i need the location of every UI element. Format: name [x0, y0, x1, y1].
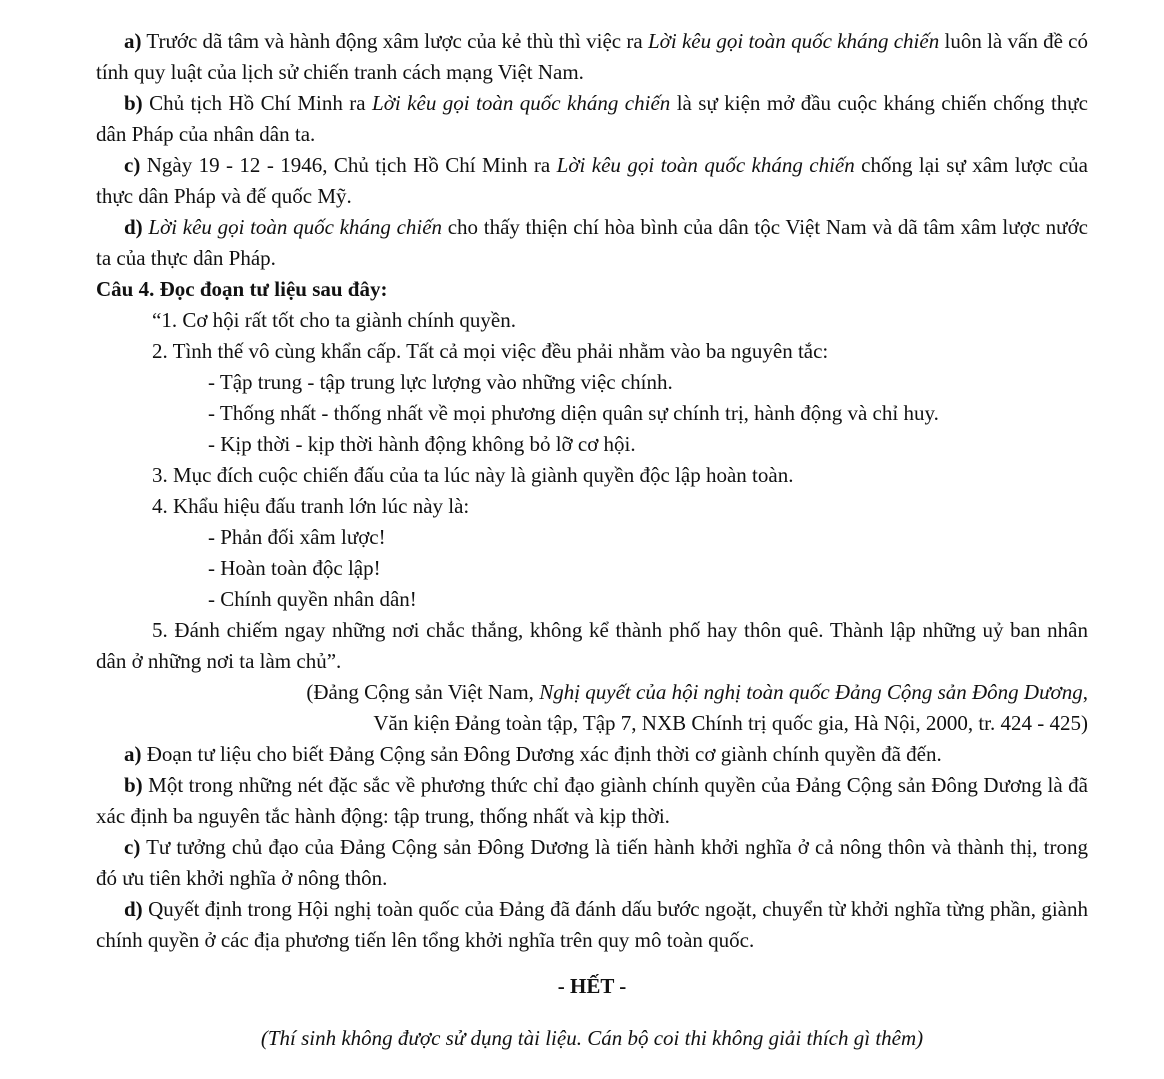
option-label: b) [124, 91, 143, 115]
option-text: là sự kiện mở đầu cuộc kháng chiến chống thực dân Pháp của nhân dân ta. [96, 91, 1088, 146]
quote-line: “1. Cơ hội rất tốt cho ta giành chính quyền. [152, 308, 516, 332]
option-label: c) [124, 153, 141, 177]
option-text: Trước dã tâm và hành động xâm lược của kẻ thù thì việc ra [141, 29, 648, 53]
source-citation [96, 677, 1088, 708]
option-text: Ngày 19 - 12 - 1946, Chủ tịch Hồ Chí Minh ra [140, 153, 557, 177]
option-text: Một trong những nét đặc sắc về phương thức chỉ đạo giành chính quyền của Đảng Cộng sản Đông Dương là đã xác định ba nguyên tắc hành động: tập trung, thống nhất và kịp thời. [96, 773, 1088, 828]
option-label: a) [124, 742, 142, 766]
document-title: Lời kêu gọi toàn quốc kháng chiến [556, 153, 855, 177]
option-text: cho thấy thiện chí hòa bình của dân tộc Việt Nam và dã tâm xâm lược nước ta của thực dân Pháp. [96, 215, 1088, 270]
quote-line: 4. Khẩu hiệu đấu tranh lớn lúc này là: [152, 494, 470, 518]
option-text: chống lại sự xâm lược của thực dân Pháp và đế quốc Mỹ. [96, 153, 1088, 208]
option-label: b) [124, 773, 143, 797]
option-label: d) [124, 897, 143, 921]
end-marker: - HẾT - [557, 974, 627, 998]
option-text: luôn là vấn đề có tính quy luật của lịch sử chiến tranh cách mạng Việt Nam. [96, 29, 1088, 84]
q4-option-b [96, 770, 1088, 832]
quote-line: 3. Mục đích cuộc chiến đấu của ta lúc này là giành quyền độc lập hoàn toàn. [152, 463, 794, 487]
question-4-heading: Câu 4. Đọc đoạn tư liệu sau đây: [96, 277, 388, 301]
quote-line: 5. Đánh chiếm ngay những nơi chắc thắng, không kể thành phố hay thôn quê. Thành lập những uỷ ban nhân dân ở những nơi ta làm chủ”. [96, 618, 1088, 673]
exam-note: (Thí sinh không được sử dụng tài liệu. Cán bộ coi thi không giải thích gì thêm) [260, 1026, 924, 1050]
source-citation-line2: Văn kiện Đảng toàn tập, Tập 7, NXB Chính trị quốc gia, Hà Nội, 2000, tr. 424 - 425) [373, 711, 1088, 735]
q4-option-c [96, 832, 1088, 894]
q3-option-d [96, 212, 1088, 274]
quote-subline: - Tập trung - tập trung lực lượng vào những việc chính. [208, 370, 673, 394]
quote-subline: - Chính quyền nhân dân! [208, 587, 417, 611]
q3-option-c [96, 150, 1088, 212]
quote-subline: - Thống nhất - thống nhất về mọi phương diện quân sự chính trị, hành động và chỉ huy. [208, 401, 939, 425]
option-label: a) [124, 29, 142, 53]
document-title: Lời kêu gọi toàn quốc kháng chiến [142, 215, 443, 239]
quote-line: 2. Tình thế vô cùng khẩn cấp. Tất cả mọi việc đều phải nhằm vào ba nguyên tắc: [152, 339, 829, 363]
document-title: Lời kêu gọi toàn quốc kháng chiến [372, 91, 671, 115]
q3-option-b [96, 88, 1088, 150]
q3-option-a [96, 26, 1088, 88]
option-label: d) [124, 215, 143, 239]
q4-option-a [96, 739, 1088, 770]
citation-text: (Đảng Cộng sản Việt Nam, [306, 680, 540, 704]
quote-subline: - Hoàn toàn độc lập! [208, 556, 381, 580]
option-text: Đoạn tư liệu cho biết Đảng Cộng sản Đông Dương xác định thời cơ giành chính quyền đã đến. [141, 742, 942, 766]
quote-subline: - Phản đối xâm lược! [208, 525, 386, 549]
option-text: Chủ tịch Hồ Chí Minh ra [142, 91, 373, 115]
option-label: c) [124, 835, 141, 859]
citation-text: , [1082, 680, 1088, 704]
document-title: Lời kêu gọi toàn quốc kháng chiến [647, 29, 940, 53]
option-text: Tư tưởng chủ đạo của Đảng Cộng sản Đông Dương là tiến hành khởi nghĩa ở cả nông thôn và thành thị, trong đó ưu tiên khởi nghĩa ở nông thôn. [96, 835, 1088, 890]
quote-subline: - Kịp thời - kịp thời hành động không bỏ lỡ cơ hội. [208, 432, 636, 456]
citation-title: Nghị quyết của hội nghị toàn quốc Đảng Cộng sản Đông Dương [539, 680, 1083, 704]
q4-option-d [96, 894, 1088, 956]
option-text: Quyết định trong Hội nghị toàn quốc của Đảng đã đánh dấu bước ngoặt, chuyển từ khởi nghĩa từng phần, giành chính quyền ở các địa phương tiến lên tổng khởi nghĩa trên quy mô toàn quốc. [96, 897, 1088, 952]
